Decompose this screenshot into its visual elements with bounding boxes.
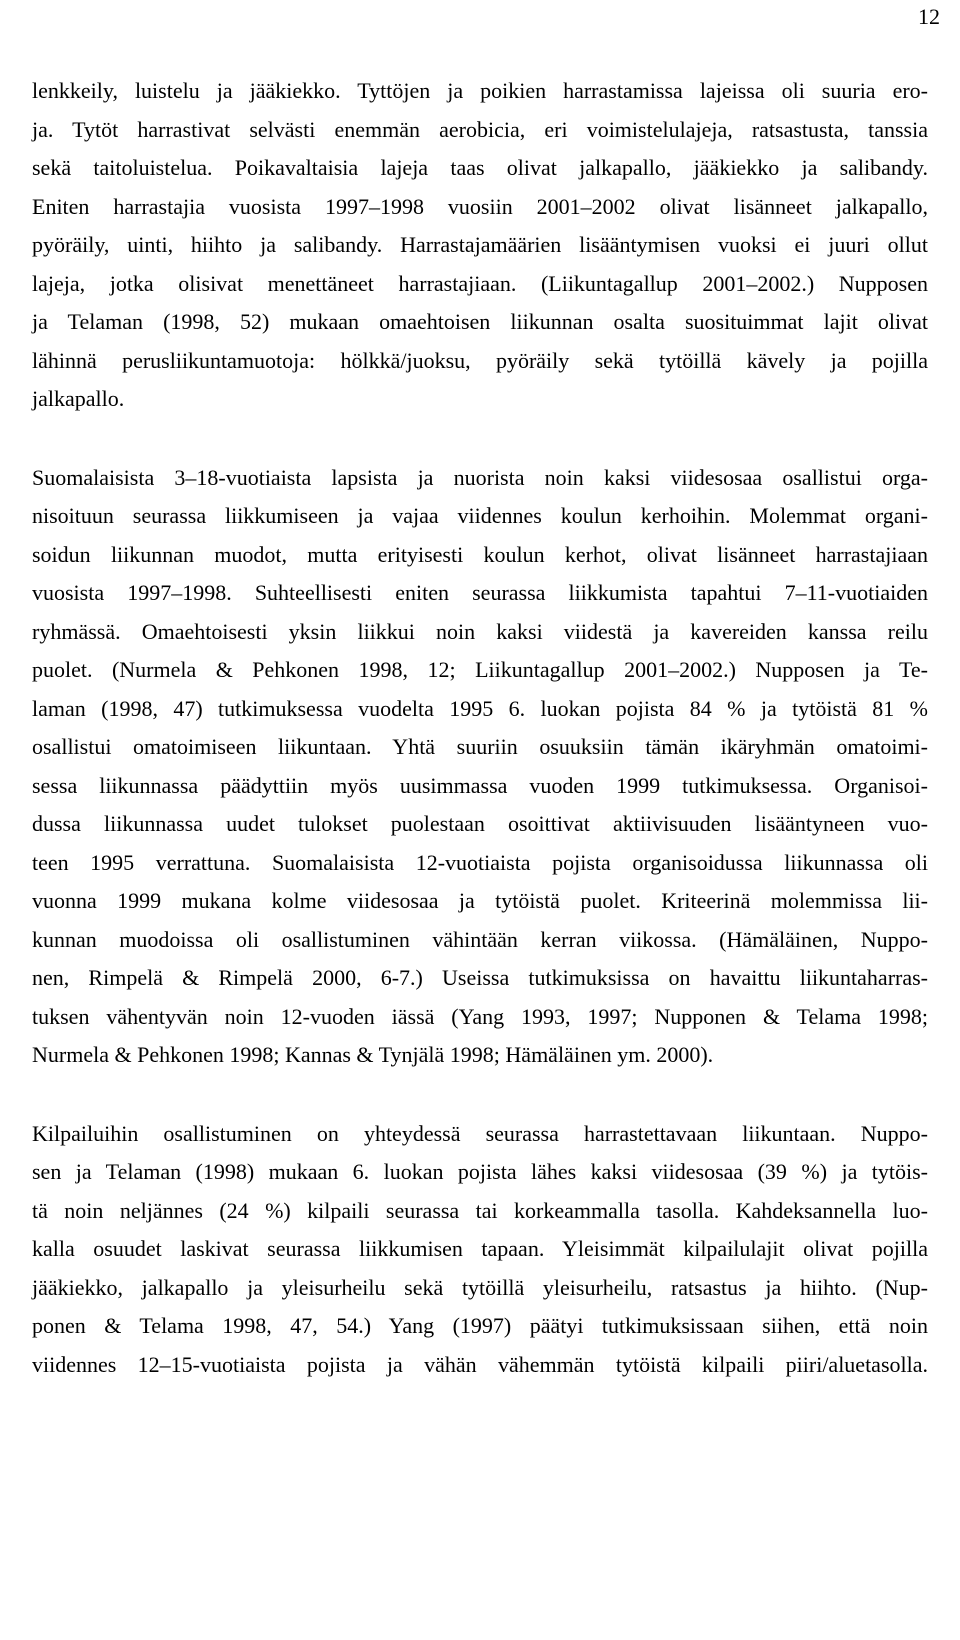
paragraph-3 <box>32 1115 928 1385</box>
text-line: nisoituun seurassa liikkumiseen ja vajaa viidennes koulun kerhoihin. Molemmat organi- <box>32 503 928 528</box>
text-line: ryhmässä. Omaehtoisesti yksin liikkui noin kaksi viidestä ja kavereiden kanssa reilu <box>32 618 928 644</box>
text-line: jääkiekko, jalkapallo ja yleisurheilu sekä tytöillä yleisurheilu, ratsastus ja hiihto. (Nup- <box>32 1274 928 1300</box>
text-line: lähinnä perusliikuntamuotoja: hölkkä/juoksu, pyöräily sekä tytöillä kävely ja pojilla <box>32 347 928 373</box>
text-line: viidennes 12–15-vuotiaista pojista ja vähän vähemmän tytöistä kilpaili piiri/aluetasolla. <box>32 1351 928 1377</box>
text-line: kunnan muodoissa oli osallistuminen vähintään kerran viikossa. (Hämäläinen, Nuppo- <box>32 926 928 952</box>
text-line: tä noin neljännes (24 %) kilpaili seurassa tai korkeammalla tasolla. Kahdeksannella luo- <box>32 1197 928 1223</box>
paragraph-1 <box>32 72 928 419</box>
text-line: lajeja, jotka olisivat menettäneet harrastajiaan. (Liikuntagallup 2001–2002.) Nupposen <box>32 270 928 296</box>
text-line: sen ja Telaman (1998) mukaan 6. luokan pojista lähes kaksi viidesosaa (39 %) ja tytöis- <box>32 1159 928 1184</box>
text-line: sessa liikunnassa päädyttiin myös uusimmassa vuoden 1999 tutkimuksessa. Organisoi- <box>32 772 928 798</box>
paragraph-gap <box>32 1075 928 1115</box>
text-line: soidun liikunnan muodot, mutta erityisesti koulun kerhot, olivat lisänneet harrastajiaan <box>32 541 928 567</box>
text-line: teen 1995 verrattuna. Suomalaisista 12-vuotiaista pojista organisoidussa liikunnassa oli <box>32 849 928 875</box>
text-line: lenkkeily, luistelu ja jääkiekko. Tyttöjen ja poikien harrastamissa lajeissa oli suuria ero- <box>32 78 928 103</box>
text-line: Eniten harrastajia vuosista 1997–1998 vuosiin 2001–2002 olivat lisänneet jalkapallo, <box>32 193 928 219</box>
text-line: osallistui omatoimiseen liikuntaan. Yhtä suuriin osuuksiin tämän ikäryhmän omatoimi- <box>32 734 928 759</box>
text-line: dussa liikunnassa uudet tulokset puolestaan osoittivat aktiivisuuden lisääntyneen vuo- <box>32 811 928 836</box>
text-line: Kilpailuihin osallistuminen on yhteydessä seurassa harrastettavaan liikuntaan. Nuppo- <box>32 1120 928 1146</box>
text-line: laman (1998, 47) tutkimuksessa vuodelta 1995 6. luokan pojista 84 % ja tytöistä 81 % <box>32 695 928 721</box>
text-line: kalla osuudet laskivat seurassa liikkumisen tapaan. Yleisimmät kilpailulajit olivat pojilla <box>32 1236 928 1261</box>
text-line: vuosista 1997–1998. Suhteellisesti eniten seurassa liikkumista tapahtui 7–11-vuotiaiden <box>32 580 928 605</box>
text-line: puolet. (Nurmela & Pehkonen 1998, 12; Liikuntagallup 2001–2002.) Nupposen ja Te- <box>32 657 928 682</box>
text-line: ponen & Telama 1998, 47, 54.) Yang (1997) päätyi tutkimuksissaan siihen, että noin <box>32 1313 928 1338</box>
text-line: nen, Rimpelä & Rimpelä 2000, 6-7.) Useissa tutkimuksissa on havaittu liikuntaharras- <box>32 965 928 990</box>
text-line: jalkapallo. <box>32 386 125 411</box>
page-number: 12 <box>918 4 940 29</box>
text-line: Suomalaisista 3–18-vuotiaista lapsista ja nuorista noin kaksi viidesosaa osallistui orga- <box>32 464 928 490</box>
paragraph-gap <box>32 419 928 459</box>
text-line: sekä taitoluistelua. Poikavaltaisia lajeja taas olivat jalkapallo, jääkiekko ja salibandy. <box>32 155 928 180</box>
document-body <box>32 72 928 1384</box>
text-line: pyöräily, uinti, hiihto ja salibandy. Harrastajamäärien lisääntymisen vuoksi ei juuri ollut <box>32 232 928 257</box>
text-line: ja. Tytöt harrastivat selvästi enemmän aerobicia, eri voimistelulajeja, ratsastusta, tanssia <box>32 116 928 142</box>
text-line: ja Telaman (1998, 52) mukaan omaehtoisen liikunnan osalta suosituimmat lajit olivat <box>32 309 928 334</box>
text-line: Nurmela & Pehkonen 1998; Kannas & Tynjälä 1998; Hämäläinen ym. 2000). <box>32 1042 714 1067</box>
text-line: tuksen vähentyvän noin 12-vuoden iässä (Yang 1993, 1997; Nupponen & Telama 1998; <box>32 1003 928 1029</box>
paragraph-2 <box>32 459 928 1075</box>
text-line: vuonna 1999 mukana kolme viidesosaa ja tytöistä puolet. Kriteerinä molemmissa lii- <box>32 888 928 913</box>
